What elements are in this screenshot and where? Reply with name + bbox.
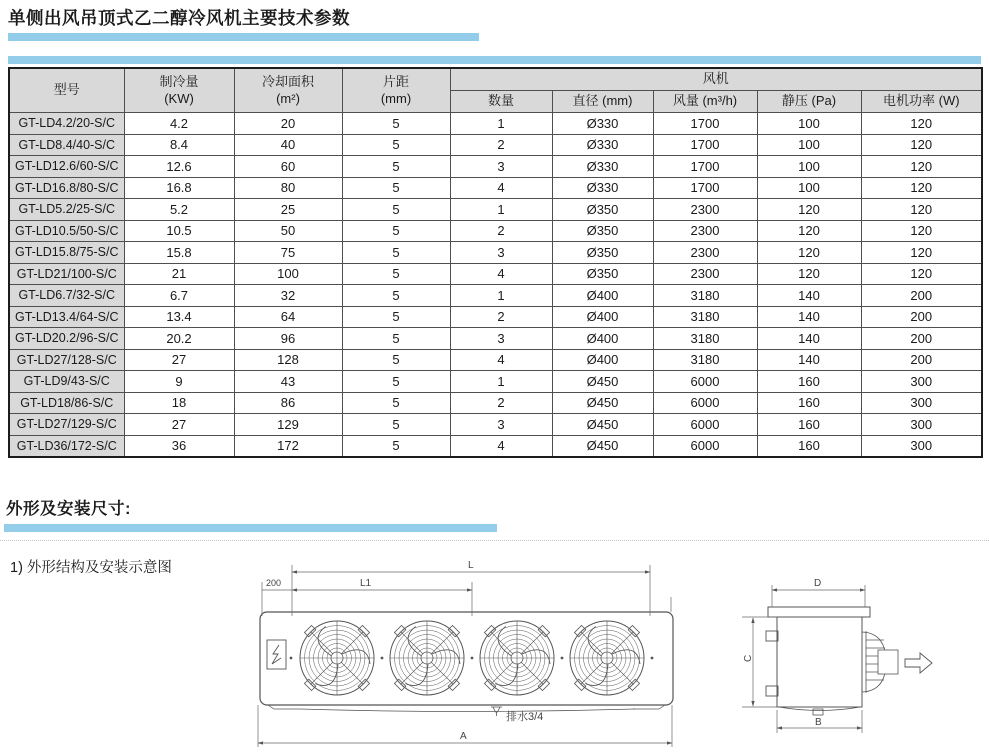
value-cell: 1700 (653, 113, 757, 135)
value-cell: 140 (757, 328, 861, 350)
value-cell: 6000 (653, 392, 757, 414)
value-cell: 96 (234, 328, 342, 350)
header-fin-pitch-unit: (mm) (380, 90, 412, 106)
value-cell: 3 (450, 242, 552, 264)
value-cell: 140 (757, 306, 861, 328)
dim-label-d: D (814, 578, 822, 589)
value-cell: 1 (450, 113, 552, 135)
header-fan-group: 风机 (450, 68, 982, 91)
value-cell: 5 (342, 306, 450, 328)
value-cell: Ø400 (552, 349, 653, 371)
value-cell: 200 (861, 349, 982, 371)
value-cell: 6000 (653, 435, 757, 457)
value-cell: Ø330 (552, 113, 653, 135)
value-cell: 5 (342, 414, 450, 436)
value-cell: 2300 (653, 199, 757, 221)
value-cell: 60 (234, 156, 342, 178)
value-cell: 5 (342, 371, 450, 393)
table-row (9, 134, 982, 156)
value-cell: Ø350 (552, 220, 653, 242)
value-cell: 3 (450, 328, 552, 350)
value-cell: 120 (861, 177, 982, 199)
value-cell: 1 (450, 285, 552, 307)
header-fan-motor-power: 电机功率 (W) (861, 91, 982, 113)
value-cell: 16.8 (124, 177, 234, 199)
value-cell: 300 (861, 371, 982, 393)
dim-label-a: A (460, 731, 467, 742)
value-cell: 5 (342, 156, 450, 178)
value-cell: 40 (234, 134, 342, 156)
value-cell: 5 (342, 435, 450, 457)
value-cell: 100 (757, 113, 861, 135)
title-accent-bar (8, 33, 479, 41)
table-row (9, 328, 982, 350)
model-cell: GT-LD36/172-S/C (9, 435, 124, 457)
table-accent-bar (8, 56, 981, 64)
value-cell: 27 (124, 349, 234, 371)
header-fin-pitch-label: 片距 (382, 74, 409, 90)
value-cell: 2300 (653, 220, 757, 242)
table-row (9, 199, 982, 221)
value-cell: 25 (234, 199, 342, 221)
dim-label-l: L (468, 560, 474, 571)
value-cell: 5.2 (124, 199, 234, 221)
value-cell: 5 (342, 328, 450, 350)
value-cell: 160 (757, 371, 861, 393)
value-cell: 5 (342, 113, 450, 135)
value-cell: 4 (450, 177, 552, 199)
value-cell: 12.6 (124, 156, 234, 178)
value-cell: 5 (342, 199, 450, 221)
value-cell: Ø450 (552, 414, 653, 436)
installation-drawing (0, 545, 989, 752)
value-cell: 120 (861, 156, 982, 178)
value-cell: 1 (450, 199, 552, 221)
header-cooling-area-label: 冷却面积 (261, 74, 314, 90)
value-cell: 300 (861, 435, 982, 457)
table-row (9, 242, 982, 264)
value-cell: 9 (124, 371, 234, 393)
value-cell: 10.5 (124, 220, 234, 242)
electrical-box (267, 640, 286, 669)
drain-label: 排水3/4 (506, 711, 544, 723)
table-row (9, 113, 982, 135)
model-cell: GT-LD21/100-S/C (9, 263, 124, 285)
value-cell: 300 (861, 414, 982, 436)
value-cell: 1700 (653, 156, 757, 178)
value-cell: 5 (342, 263, 450, 285)
value-cell: 5 (342, 177, 450, 199)
value-cell: 2 (450, 392, 552, 414)
model-cell: GT-LD8.4/40-S/C (9, 134, 124, 156)
value-cell: 50 (234, 220, 342, 242)
value-cell: 36 (124, 435, 234, 457)
value-cell: 5 (342, 242, 450, 264)
value-cell: 5 (342, 349, 450, 371)
value-cell: 100 (757, 177, 861, 199)
model-cell: GT-LD18/86-S/C (9, 392, 124, 414)
value-cell: 120 (861, 199, 982, 221)
value-cell: Ø400 (552, 306, 653, 328)
side-view-drawing (742, 578, 932, 733)
table-row (9, 263, 982, 285)
value-cell: 32 (234, 285, 342, 307)
value-cell: 27 (124, 414, 234, 436)
header-model: 型号 (9, 68, 124, 113)
value-cell: 200 (861, 285, 982, 307)
value-cell: 43 (234, 371, 342, 393)
value-cell: 120 (757, 199, 861, 221)
airflow-arrow-icon (905, 653, 932, 673)
value-cell: 6.7 (124, 285, 234, 307)
value-cell: 5 (342, 134, 450, 156)
value-cell: Ø400 (552, 328, 653, 350)
header-fan-diameter: 直径 (mm) (552, 91, 653, 113)
value-cell: 5 (342, 392, 450, 414)
value-cell: 140 (757, 349, 861, 371)
dim-label-l1: L1 (360, 578, 372, 589)
figure-caption: 1) 外形结构及安装示意图 (10, 560, 172, 576)
model-cell: GT-LD12.6/60-S/C (9, 156, 124, 178)
lightning-icon (272, 645, 281, 664)
value-cell: 3180 (653, 306, 757, 328)
value-cell: Ø450 (552, 371, 653, 393)
header-cooling-capacity-unit: (KW) (164, 90, 194, 106)
value-cell: 1700 (653, 134, 757, 156)
value-cell: 100 (234, 263, 342, 285)
value-cell: 120 (861, 220, 982, 242)
spec-table (8, 67, 983, 458)
dim-label-200: 200 (266, 578, 282, 588)
model-cell: GT-LD6.7/32-S/C (9, 285, 124, 307)
value-cell: 120 (861, 113, 982, 135)
value-cell: Ø330 (552, 134, 653, 156)
value-cell: 2300 (653, 242, 757, 264)
value-cell: 18 (124, 392, 234, 414)
header-fan-qty: 数量 (450, 91, 552, 113)
value-cell: 120 (757, 242, 861, 264)
value-cell: 1700 (653, 177, 757, 199)
value-cell: 5 (342, 285, 450, 307)
value-cell: 120 (861, 134, 982, 156)
model-cell: GT-LD13.4/64-S/C (9, 306, 124, 328)
value-cell: Ø350 (552, 199, 653, 221)
value-cell: 300 (861, 392, 982, 414)
value-cell: 3 (450, 156, 552, 178)
value-cell: Ø350 (552, 242, 653, 264)
model-cell: GT-LD4.2/20-S/C (9, 113, 124, 135)
model-cell: GT-LD15.8/75-S/C (9, 242, 124, 264)
value-cell: Ø400 (552, 285, 653, 307)
value-cell: 3180 (653, 285, 757, 307)
value-cell: 2 (450, 306, 552, 328)
value-cell: 1 (450, 371, 552, 393)
side-fan (862, 631, 898, 693)
model-cell: GT-LD16.8/80-S/C (9, 177, 124, 199)
value-cell: 129 (234, 414, 342, 436)
value-cell: 13.4 (124, 306, 234, 328)
value-cell: 200 (861, 328, 982, 350)
table-row (9, 177, 982, 199)
model-cell: GT-LD9/43-S/C (9, 371, 124, 393)
header-cooling-area (234, 68, 342, 113)
value-cell: 4 (450, 349, 552, 371)
value-cell: 86 (234, 392, 342, 414)
table-row (9, 392, 982, 414)
value-cell: 100 (757, 134, 861, 156)
value-cell: 120 (861, 242, 982, 264)
table-row (9, 306, 982, 328)
value-cell: Ø330 (552, 177, 653, 199)
table-header (9, 68, 982, 113)
header-fin-pitch (342, 68, 450, 113)
value-cell: 160 (757, 435, 861, 457)
value-cell: 80 (234, 177, 342, 199)
dim-label-b: B (815, 717, 822, 728)
model-cell: GT-LD27/129-S/C (9, 414, 124, 436)
dotted-separator (0, 540, 989, 541)
table-row (9, 349, 982, 371)
value-cell: 64 (234, 306, 342, 328)
value-cell: 3180 (653, 328, 757, 350)
header-cooling-capacity (124, 68, 234, 113)
table-body (9, 113, 982, 458)
model-cell: GT-LD27/128-S/C (9, 349, 124, 371)
value-cell: 128 (234, 349, 342, 371)
header-cooling-capacity-label: 制冷量 (159, 74, 199, 90)
section-title: 外形及安装尺寸: (6, 500, 131, 518)
value-cell: 2300 (653, 263, 757, 285)
value-cell: 200 (861, 306, 982, 328)
table-row (9, 220, 982, 242)
page-title: 单侧出风吊顶式乙二醇冷风机主要技术参数 (8, 8, 350, 28)
value-cell: 4 (450, 263, 552, 285)
model-cell: GT-LD5.2/25-S/C (9, 199, 124, 221)
value-cell: 4 (450, 435, 552, 457)
value-cell: 20.2 (124, 328, 234, 350)
value-cell: 172 (234, 435, 342, 457)
value-cell: 4.2 (124, 113, 234, 135)
value-cell: Ø330 (552, 156, 653, 178)
value-cell: 6000 (653, 414, 757, 436)
value-cell: 8.4 (124, 134, 234, 156)
dim-label-c: C (743, 654, 754, 662)
value-cell: 15.8 (124, 242, 234, 264)
header-fan-static-pressure: 静压 (Pa) (757, 91, 861, 113)
value-cell: 6000 (653, 371, 757, 393)
value-cell: 140 (757, 285, 861, 307)
table-row (9, 435, 982, 457)
value-cell: 120 (757, 263, 861, 285)
value-cell: 100 (757, 156, 861, 178)
section-accent-bar (4, 524, 497, 532)
value-cell: 3 (450, 414, 552, 436)
value-cell: 160 (757, 414, 861, 436)
value-cell: 75 (234, 242, 342, 264)
value-cell: 160 (757, 392, 861, 414)
header-fan-airflow: 风量 (m³/h) (653, 91, 757, 113)
value-cell: Ø350 (552, 263, 653, 285)
model-cell: GT-LD20.2/96-S/C (9, 328, 124, 350)
table-row (9, 371, 982, 393)
value-cell: 3180 (653, 349, 757, 371)
value-cell: 20 (234, 113, 342, 135)
header-cooling-area-unit: (m²) (276, 90, 300, 106)
value-cell: 5 (342, 220, 450, 242)
model-cell: GT-LD10.5/50-S/C (9, 220, 124, 242)
value-cell: 21 (124, 263, 234, 285)
value-cell: 120 (757, 220, 861, 242)
table-row (9, 285, 982, 307)
value-cell: 2 (450, 134, 552, 156)
value-cell: 2 (450, 220, 552, 242)
front-view-drawing (258, 560, 673, 747)
value-cell: Ø450 (552, 392, 653, 414)
table-row (9, 156, 982, 178)
value-cell: Ø450 (552, 435, 653, 457)
table-row (9, 414, 982, 436)
value-cell: 120 (861, 263, 982, 285)
